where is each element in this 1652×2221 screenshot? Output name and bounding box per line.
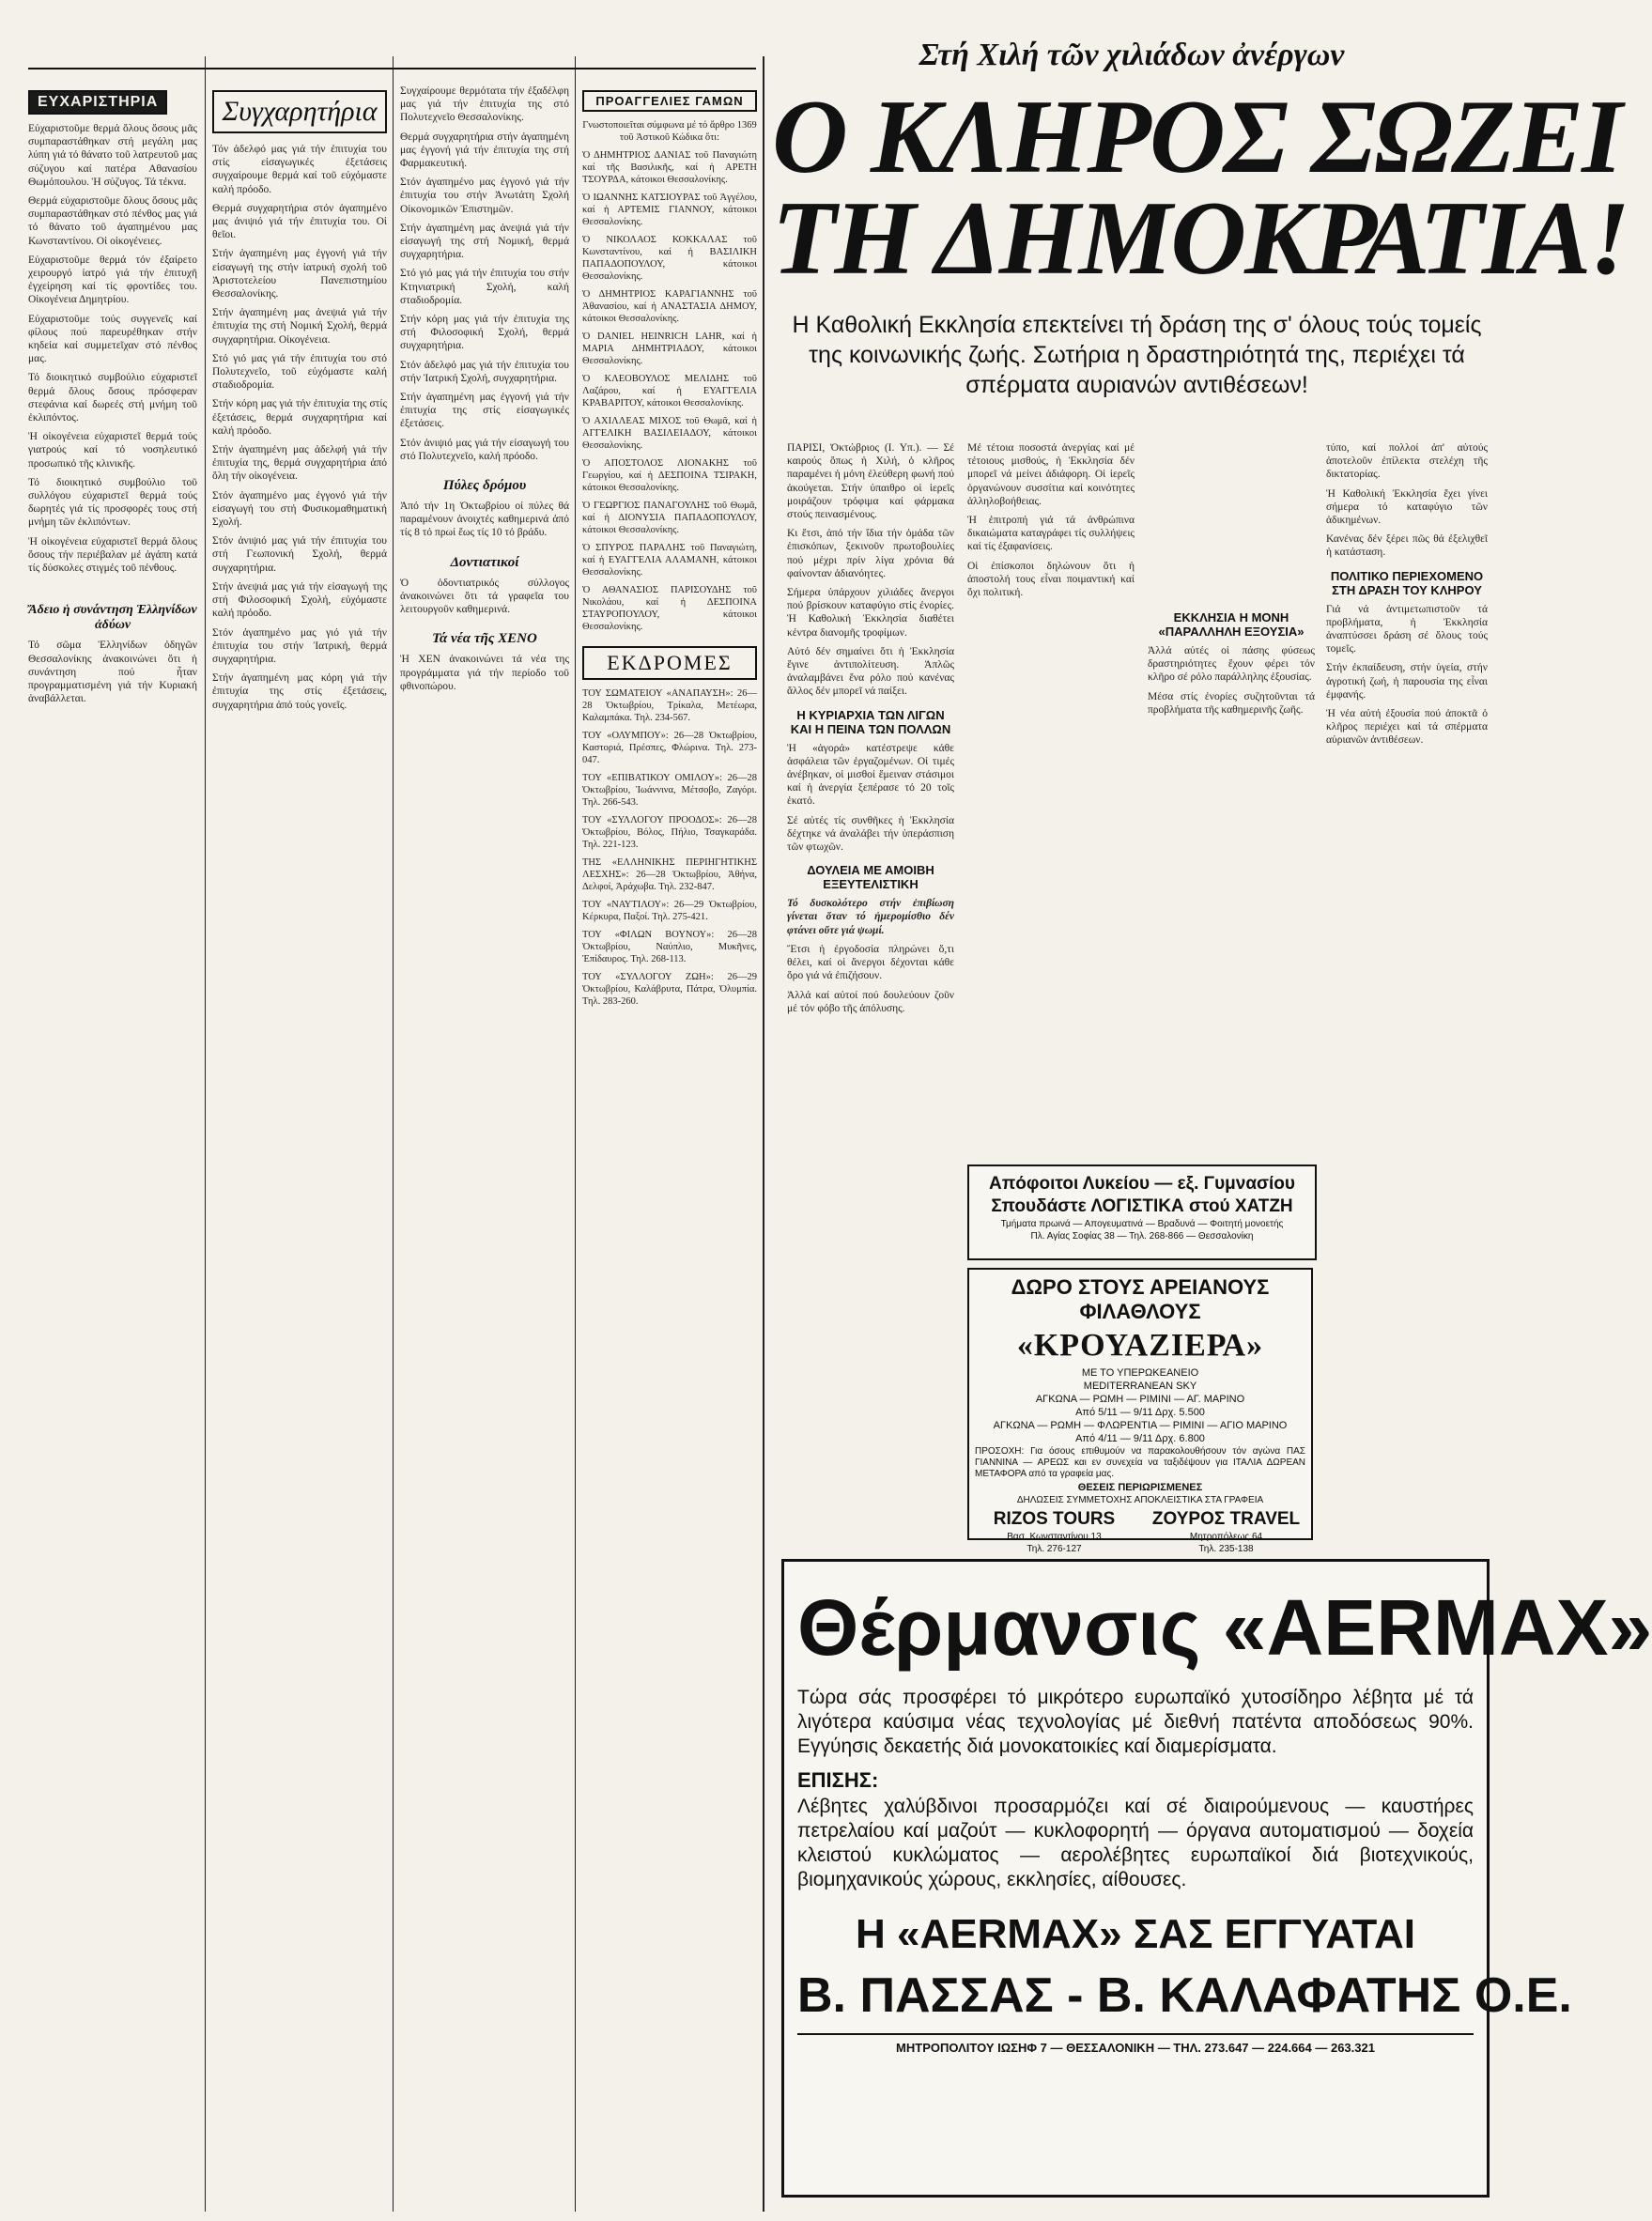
eucharistiria-list (28, 122, 197, 575)
pyles-text: Ἀπό τήν 1η Ὀκτωβρίου οἱ πύλες θά παραμένουν ἀνοιχτές καθημερινά ἀπό τίς 8 τό πρωί ἕως τίς 10 τό βράδυ. (400, 501, 569, 539)
eucharistiria-heading: ΕΥΧΑΡΙΣΤΗΡΙΑ (28, 90, 167, 115)
wedding-announcement: Ὁ ΑΧΙΛΛΕΑΣ ΜΙΧΟΣ τοῦ Θωμᾶ, καί ἡ ΑΓΓΕΛΙΚΗ ΒΑΣΙΛΕΙΑΔΟΥ, κάτοικοι Θεσσαλονίκης. (582, 416, 757, 451)
congratulations-item: Στήν ἀγαπημένη μας κόρη γιά τήν ἐπιτυχία της στίς ἐξετάσεις, συγχαρητήρια ἀπό τούς γονεῖς. (212, 672, 387, 711)
congratulations-column-2 (400, 85, 569, 2207)
lyceum-line2: Σπουδάστε ΛΟΓΙΣΤΙΚΑ στού ΧΑΤΖΗ (991, 1196, 1293, 1216)
excursions-heading: ΕΚΔΡΟΜΕΣ (582, 646, 757, 680)
cruise-ship1: ΜΕ ΤΟ ΥΠΕΡΩΚΕΑΝΕΙΟ (1081, 1367, 1199, 1379)
agency-rizos: RIZOS TOURS (993, 1509, 1116, 1529)
story-column-2 (967, 441, 1135, 779)
story-paragraph: Ἡ Καθολική Ἐκκλησία ἔχει γίνει σήμερα τό καταφύγιο τῶν ἀδικημένων. (1326, 487, 1488, 527)
main-kicker: Στή Χιλή τῶν χιλιάδων ἀνέργων (919, 38, 1345, 72)
lyceum-ad (967, 1164, 1317, 1260)
main-deck: Η Καθολική Εκκλησία επεκτείνει τή δράση της σ' όλους τούς τομείς της κοινωνικής ζωής. Σωτήρια η δραστηριότητά της, περιέχει τά σπέρματα αυριανών αντιθέσεων! (792, 312, 1482, 398)
congratulations-item: Στήν ἀγαπημένη μας ἐγγονή γιά τήν ἐπιτυχία της στίς εἰσαγωγικές ἐξετάσεις. (400, 392, 569, 430)
story-paragraph: Κανένας δέν ξέρει πῶς θά ἐξελιχθεῖ ἡ κατάσταση. (1326, 533, 1488, 559)
congratulations-item: Στόν ἀνιψιό μας γιά τήν εἰσαγωγή του στό Πολυτεχνεῖο, καλή πρόοδο. (400, 437, 569, 462)
agency-rizos-address: Βασ. Κωνσταντίνου 13 (1007, 1532, 1102, 1542)
eucharistiria-item: Εὐχαριστοῦμε θερμά τόν ἐξαίρετο χειρουργό ἰατρό γιά τήν ἐπιτυχῆ ἐγχείρηση καί τίς φροντίδες του. Οἰκογένεια Δημητρίου. (28, 254, 197, 306)
xeno-heading: Τά νέα τῆς ΧΕΝΟ (432, 631, 537, 647)
wedding-announcement: Ὁ ΙΩΑΝΝΗΣ ΚΑΤΣΙΟΥΡΑΣ τοῦ Ἀγγέλου, καί ἡ ΑΡΤΕΜΙΣ ΓΙΑΝΝΟΥ, κάτοικοι Θεσσαλονίκης. (582, 193, 757, 227)
congratulations-item: Στό γιό μας γιά τήν ἐπιτυχία του στήν Κτηνιατρική Σχολή, καλή σταδιοδρομία. (400, 268, 569, 306)
adieu-text: Τό σῶμα Ἑλληνίδων ὁδηγῶν Θεσσαλονίκης ἀνακοινώνει ὅτι ἡ συνάντηση πού ἦταν προγραμματισμένη γιά τήν Κυριακή ἀναβάλλεται. (28, 640, 197, 705)
aermax-address: ΜΗΤΡΟΠΟΛΙΤΟΥ ΙΩΣΗΦ 7 — ΘΕΣΣΑΛΟΝΙΚΗ — ΤΗΛ. 273.647 — 224.664 — 263.321 (797, 2033, 1474, 2055)
story-paragraph: Σήμερα ὑπάρχουν χιλιάδες ἄνεργοι πού βρίσκουν καταφύγιο στίς ἐνορίες. Ἡ Καθολική Ἐκκλησία διαθέτει κέντρα διανομῆς τροφίμων. (787, 587, 954, 639)
cruise-ship2: MEDITERRANEAN SKY (1083, 1380, 1197, 1392)
eucharistiria-item: Τό διοικητικό συμβούλιο εὐχαριστεῖ θερμά ὅλους ὅσους πρόσφεραν στεφάνια καί δωρεές στή μνήμη τοῦ ἐκλιπόντος. (28, 372, 197, 424)
story-paragraph: Οἱ ἐπίσκοποι δηλώνουν ὅτι ἡ ἀποστολή τους εἶναι ποιμαντική καί ὄχι πολιτική. (967, 560, 1135, 599)
lyceum-line3: Τμήματα πρωινά — Απογευματινά — Βραδυνά — Φοιτητή μονοετής (1000, 1219, 1284, 1229)
excursion-item: ΤΗΣ «ΕΛΛΗΝΙΚΗΣ ΠΕΡΙΗΓΗΤΙΚΗΣ ΛΕΣΧΗΣ»: 26—28 Ὀκτωβρίου, Ἀθήνα, Δελφοί, Ἀράχωβα. Τηλ. 232-847. (582, 857, 757, 892)
excursion-item: ΤΟΥ «ΣΥΛΛΟΓΟΥ ΠΡΟΟΔΟΣ»: 26—28 Ὀκτωβρίου, Βόλος, Πήλιο, Τσαγκαράδα. Τηλ. 221-123. (582, 815, 757, 850)
cruise-title: «ΚΡΟΥΑΖΙΕΡΑ» (1016, 1328, 1264, 1363)
eucharistiria-item: Εὐχαριστοῦμε τούς συγγενεῖς καί φίλους πού παρευρέθηκαν στήν κηδεία καί συμμετεῖχαν στό πένθος μας. (28, 313, 197, 365)
excursion-item: ΤΟΥ ΣΩΜΑΤΕΙΟΥ «ΑΝΑΠΑΥΣΗ»: 26—28 Ὀκτωβρίου, Τρίκαλα, Μετέωρα, Καλαμπάκα. Τηλ. 234-567. (582, 688, 757, 723)
story-paragraph: Στήν ἐκπαίδευση, στήν ὑγεία, στήν ἀγροτική ζωή, ἡ παρουσία της εἶναι ἐμφανής. (1326, 662, 1488, 701)
excursion-item: ΤΟΥ «ΕΠΙΒΑΤΙΚΟΥ ΟΜΙΛΟΥ»: 26—28 Ὀκτωβρίου, Ἰωάννινα, Μέτσοβο, Ζαγόρι. Τηλ. 266-543. (582, 773, 757, 808)
congratulations-item: Στόν ἀδελφό μας γιά τήν ἐπιτυχία του στήν Ἰατρική Σχολή, συγχαρητήρια. (400, 359, 569, 384)
eucharistiria-item: Θερμά εὐχαριστοῦμε ὅλους ὅσους μᾶς συμπαραστάθηκαν στό πένθος μας γιά τό θάνατο τοῦ ἀγαπημένου μας Κωνσταντίνου. Οἱ οἰκογένειες. (28, 195, 197, 247)
story-paragraph: Ἀλλά καί αὐτοί πού δουλεύουν ζοῦν μέ τόν φόβο τῆς ἀπόλυσης. (787, 989, 954, 1014)
story-column-1 (787, 441, 954, 1268)
subhead-douleia: ΔΟΥΛΕΙΑ ΜΕ ΑΜΟΙΒΗ ΕΞΕΥΤΕΛΙΣΤΙΚΗ (807, 863, 934, 892)
wedding-announcement: Ὁ ΣΠΥΡΟΣ ΠΑΡΑΛΗΣ τοῦ Παναγιώτη, καί ἡ ΕΥΑΓΓΕΛΙΑ ΑΛΑΜΑΝΗ, κάτοικοι Θεσσαλονίκης. (582, 543, 757, 578)
story-paragraph: Ἡ νέα αὐτή ἐξουσία πού ἀποκτᾶ ὁ κλῆρος περιέχει καί τά σπέρματα αὐριανῶν ἀντιθέσεων. (1326, 708, 1488, 747)
congratulations-list-2 (400, 85, 569, 463)
congratulations-item: Στήν κόρη μας γιά τήν ἐπιτυχία της στίς ἐξετάσεις, θερμά συγχαρητήρια καί καλή πρόοδο. (212, 398, 387, 437)
story-column-2b (1148, 441, 1315, 779)
subhead-ekklisia: ΕΚΚΛΗΣΙΑ Η ΜΟΝΗ «ΠΑΡΑΛΛΗΛΗ ΕΞΟΥΣΙΑ» (1158, 610, 1305, 639)
story-paragraph: Σέ αὐτές τίς συνθῆκες ἡ Ἐκκλησία δέχτηκε νά ἀναλάβει τήν ὑπεράσπιση τῶν φτωχῶν. (787, 814, 954, 854)
aermax-company: Β. ΠΑΣΣΑΣ - Β. ΚΑΛΑΦΑΤΗΣ Ο.Ε. (797, 1968, 1572, 2023)
dentists-text: Ὁ ὀδοντιατρικός σύλλογος ἀνακοινώνει ὅτι τά γραφεῖα του λειτουργοῦν καθημερινά. (400, 577, 569, 616)
excursions-list (582, 687, 757, 1008)
agency-zouros-tel: Τηλ. 235-138 (1198, 1544, 1254, 1554)
agency-rizos-tel: Τηλ. 276-127 (1027, 1544, 1082, 1554)
cruise-gift: ΔΩΡΟ ΣΤΟΥΣ ΑΡΕΙΑΝΟΥΣ ΦΙΛΑΘΛΟΥΣ (1011, 1275, 1270, 1323)
congratulations-item: Στόν ἀγαπημένο μας ἐγγονό γιά τήν εἰσαγωγή του στή Φυσικομαθηματική Σχολή. (212, 489, 387, 529)
subhead-politiko: ΠΟΛΙΤΙΚΟ ΠΕΡΙΕΧΟΜΕΝΟ ΣΤΗ ΔΡΑΣΗ ΤΟΥ ΚΛΗΡΟΥ (1330, 568, 1484, 597)
story-paragraph: Ἡ ἐπιτροπή γιά τά ἀνθρώπινα δικαιώματα καταγράφει τίς συλλήψεις καί τίς ἐξαφανίσεις. (967, 515, 1135, 553)
congratulations-item: Στόν ἀγαπημένο μας γιό γιά τήν ἐπιτυχία του στήν Ἰατρική, θερμά συγχαρητήρια. (212, 626, 387, 665)
column-divider (393, 56, 394, 2212)
story-paragraph: Ἀλλά αὐτές οἱ πάσης φύσεως δραστηριότητες ἔχουν φέρει τόν κλῆρο σέ ρόλο παράλληλης ἐξουσίας. (1148, 645, 1315, 684)
wedding-announcement: Ὁ DANIEL HEINRICH LAHR, καί ἡ ΜΑΡΙΑ ΔΗΜΗΤΡΙΑΔΟΥ, κάτοικοι Θεσσαλονίκης. (582, 332, 757, 366)
story-column-3 (1326, 441, 1488, 1268)
weddings-list (582, 149, 757, 633)
cruise-declarations: ΔΗΛΩΣΕΙΣ ΣΥΜΜΕΤΟΧΗΣ ΑΠΟΚΛΕΙΣΤΙΚΑ ΣΤΑ ΓΡΑΦΕΙΑ (1016, 1495, 1264, 1505)
congratulations-item: Στό γιό μας γιά τήν ἐπιτυχία του στό Πολυτεχνεῖο, τοῦ εὐχόμαστε καλή σταδιοδρομία. (212, 352, 387, 392)
weddings-column (582, 85, 757, 2207)
wedding-announcement: Ὁ ΚΛΕΟΒΟΥΛΟΣ ΜΕΛΙΔΗΣ τοῦ Λαζάρου, καί ἡ ΕΥΑΓΓΕΛΙΑ ΚΡΑΒΑΡΙΤΟΥ, κάτοικοι Θεσσαλονίκης. (582, 374, 757, 409)
cruise-agencies (975, 1507, 1305, 1556)
subhead-kyriarchia: Η ΚΥΡΙΑΡΧΙΑ ΤΩΝ ΛΙΓΩΝ ΚΑΙ Η ΠΕΙΝΑ ΤΩΝ ΠΟΛΛΩΝ (790, 707, 951, 736)
lyceum-line1: Απόφοιτοι Λυκείου — εξ. Γυμνασίου (989, 1174, 1295, 1194)
agency-zouros-address: Μητροπόλεως 64 (1189, 1532, 1263, 1542)
cruise-route1: ΑΓΚΩΝΑ — ΡΩΜΗ — ΡΙΜΙΝΙ — ΑΓ. ΜΑΡΙΝΟ (1035, 1394, 1245, 1405)
eucharistiria-item: Εὐχαριστοῦμε θερμά ὅλους ὅσους μᾶς συμπαραστάθηκαν στή μεγάλη μας λύπη γιά τό θάνατο τοῦ λατρευτοῦ μας σύζυγου καί πατέρα Αθανασίου Θωμόπουλου. Ἡ σύζυγος. Τά τέκνα. (28, 123, 197, 188)
adieu-heading: Ἄδειο ἡ συνάντηση Ἑλληνίδων ἀδύων (28, 603, 197, 633)
excursion-item: ΤΟΥ «ΦΙΛΩΝ ΒΟΥΝΟΥ»: 26—28 Ὀκτωβρίου, Ναύπλιο, Μυκῆνες, Ἐπίδαυρος. Τηλ. 268-113. (582, 930, 757, 964)
wedding-announcement: Ὁ ΔΗΜΗΤΡΙΟΣ ΔΑΝΙΑΣ τοῦ Παναγιώτη καί τῆς Βασιλικῆς, καί ἡ ΑΡΕΤΗ ΤΣΟΥΡΔΑ, κάτοικοι Θεσσαλονίκης. (582, 150, 757, 185)
lyceum-line4: Πλ. Αγίας Σοφίας 38 — Τηλ. 268-866 — Θεσσαλονίκη (1030, 1231, 1254, 1242)
congratulations-item: Συγχαίρουμε θερμότατα τήν ἐξαδέλφη μας γιά τήν ἐπιτυχία της στό Πολυτεχνεῖο Θεσσαλονίκης. (400, 85, 569, 124)
dentists-heading: Δοντιατικοί (450, 554, 519, 570)
weddings-heading: ΠΡΟΑΓΓΕΛΙΕΣ ΓΑΜΩΝ (582, 90, 757, 112)
story-paragraph: Κι ἔτσι, ἀπό τήν ἴδια τήν ὁμάδα τῶν ἐπισκόπων, ξεκινοῦν πρωτοβουλίες πού μέχρι πρίν λίγα χρόνια θά φαίνονταν ἀδιανόητες. (787, 528, 954, 579)
cruise-limited: ΘΕΣΕΙΣ ΠΕΡΙΩΡΙΣΜΕΝΕΣ (1077, 1482, 1203, 1493)
column-divider (763, 56, 764, 2212)
story-paragraph: Αὐτό δέν σημαίνει ὅτι ἡ Ἐκκλησία ἔγινε ἀντιπολίτευση. Ἁπλῶς ἀναλαμβάνει ἕνα ρόλο πού κανένας ἄλλος δέν μπορεῖ νά παίξει. (787, 645, 954, 698)
cruise-note: ΠΡΟΣΟΧΗ: Για όσους επιθυμούν να παρακολουθήσουν τόν αγώνα ΠΑΣ ΓΙΑΝΝΙΝΑ — ΑΡΕΩΣ και εν συνεχεία να ταξιδέψουν για ΙΤΑΛΙΑ ΔΩΡΕΑΝ ΜΕΤΑΦΟΡΑ από τα γραφεία μας. (975, 1446, 1305, 1479)
excursion-item: ΤΟΥ «ΣΥΛΛΟΓΟΥ ΖΩΗ»: 26—29 Ὀκτωβρίου, Καλάβρυτα, Πάτρα, Ὀλυμπία. Τηλ. 283-260. (582, 972, 757, 1007)
column-divider (575, 56, 576, 2212)
congratulations-item: Στήν ἀγαπημένη μας ἀνεψιά γιά τήν εἰσαγωγή της στή Νομική, θερμά συγχαρητήρια. (400, 222, 569, 261)
column-divider (205, 56, 206, 2212)
eucharistiria-item: Ἡ οἰκογένεια εὐχαριστεῖ θερμά ὅλους ὅσους τήν περιέβαλαν μέ ἀγάπη κατά τίς δύσκολες στιγμές τοῦ πένθους. (28, 535, 197, 575)
story-paragraph: ΠΑΡΙΣΙ, Ὀκτώβριος (Ι. Υπ.). — Σέ καιρούς ὅπως ἡ Χιλή, ὁ κλῆρος παραμένει ἡ μόνη ἐλεύθερη φωνή πού ἀκούγεται. Στήν ὑπαιθρο οἱ ἱερεῖς μοιράζουν τρόφιμα καί φάρμακα στούς πεινασμένους. (787, 442, 954, 521)
congratulations-item: Στήν ἀγαπημένη μας ἐγγονή γιά τήν εἰσαγωγή της στήν ἰατρική σχολή τοῦ Ἀριστοτελείου Πανεπιστημίου Θεσσαλονίκης. (212, 248, 387, 301)
story-paragraph: Ἔτσι ἡ ἐργοδοσία πληρώνει ὅ,τι θέλει, καί οἱ ἄνεργοι δέχονται κάθε ὅρο γιά νά ἐπιζήσουν. (787, 943, 954, 982)
congratulations-list (212, 143, 387, 712)
congratulations-column (212, 85, 387, 2207)
aermax-title: Θέρμανσις «AERMAX» (797, 1583, 1652, 1672)
eucharistiria-item: Τό διοικητικό συμβούλιο τοῦ συλλόγου εὐχαριστεῖ θερμά τούς δωρητές γιά τίς προσφορές τους στή μνήμη τῶν ἐκλιπόντων. (28, 476, 197, 529)
story-paragraph: Ἡ «ἀγορά» κατέστρεψε κάθε ἀσφάλεια τῶν ἐργαζομένων. Οἱ τιμές ἀνέβηκαν, οἱ μισθοί ἔμειναν στάσιμοι καί ἡ ἀνεργία ξεπέρασε τό 20 τοῖς ἑκατό. (787, 742, 954, 808)
cruise-route2: ΑΓΚΩΝΑ — ΡΩΜΗ — ΦΛΩΡΕΝΤΙΑ — ΡΙΜΙΝΙ — ΑΓΙΟ ΜΑΡΙΝΟ (993, 1420, 1288, 1431)
aermax-guarantee: Η «AERMAX» ΣΑΣ ΕΓΓΥΑΤΑΙ (856, 1911, 1415, 1957)
congratulations-item: Στόν ἀγαπημένο μας ἐγγονό γιά τήν ἐπιτυχία του στήν Ἀνωτάτη Σχολή Οἰκονομικῶν Ἐπιστημῶν. (400, 177, 569, 215)
xeno-text: Ἡ ΧΕΝ ἀνακοινώνει τά νέα της προγράμματα γιά τήν περίοδο τοῦ φθινοπώρου. (400, 654, 569, 692)
eucharistiria-column (28, 85, 197, 2207)
eucharistiria-item: Ἡ οἰκογένεια εὐχαριστεῖ θερμά τούς γιατρούς καί τό νοσηλευτικό προσωπικό τῆς κλινικῆς. (28, 431, 197, 470)
congratulations-item: Θερμά συγχαρητήρια στήν ἀγαπημένη μας ἐγγονή γιά τήν ἐπιτυχία της στή Φαρμακευτική. (400, 131, 569, 170)
pyles-heading: Πύλες δρόμου (442, 478, 527, 494)
congratulations-item: Στόν ἀνιψιό μας γιά τήν ἐπιτυχία του στή Γεωπονική Σχολή, θερμά συγχαρητήρια. (212, 535, 387, 574)
excursion-item: ΤΟΥ «ΟΛΥΜΠΟΥ»: 26—28 Ὀκτωβρίου, Καστοριά, Πρέσπες, Φλώρινα. Τηλ. 273-047. (582, 731, 757, 765)
story-paragraph: τύπο, καί πολλοί ἀπ' αὐτούς ἀποτελοῦν ἐπίλεκτα στελέχη τῆς δικτατορίας. (1326, 442, 1488, 481)
main-headline-line2: ΤΗ ΔΗΜΟΚΡΑΤΙΑ! (772, 180, 1629, 297)
congratulations-item: Θερμά συγχαρητήρια στόν ἀγαπημένο μας ἀνιψιό γιά τήν ἐπιτυχία του. Οἱ θεῖοι. (212, 202, 387, 241)
wedding-announcement: Ὁ ΑΠΟΣΤΟΛΟΣ ΛΙΟΝΑΚΗΣ τοῦ Γεωργίου, καί ἡ ΔΕΣΠΟΙΝΑ ΤΣΙΡΑΚΗ, κάτοικοι Θεσσαλονίκης. (582, 458, 757, 493)
aermax-ad (781, 1559, 1652, 2198)
cruise-ad (967, 1268, 1313, 1554)
excursion-item: ΤΟΥ «ΝΑΥΤΙΛΟΥ»: 26—29 Ὀκτωβρίου, Κέρκυρα, Παξοί. Τηλ. 275-421. (582, 900, 757, 922)
story-paragraph: Μέ τέτοια ποσοστά ἀνεργίας καί μέ τέτοιους μισθούς, ἡ Ἐκκλησία δέν μπορεῖ νά μείνει ἀδιάφορη. Οἱ ἱερεῖς ὀργανώνουν συσσίτια καί κοινότητες ἀλληλοβοήθειας. (967, 442, 1135, 507)
cruise-dates1: Από 5/11 — 9/11 Δρχ. 5.500 (1075, 1407, 1205, 1418)
story-paragraph: Μέσα στίς ἐνορίες συζητοῦνται τά προβλήματα τῆς καθημερινῆς ζωῆς. (1148, 690, 1315, 716)
douleia-quote: Τό δυσκολότερο στήν ἐπιβίωση γίνεται ὅταν τό ἡμερομίσθιο δέν φτάνει οὔτε γιά ψωμί. (787, 898, 954, 936)
wedding-announcement: Ὁ ΑΘΑΝΑΣΙΟΣ ΠΑΡΙΣΟΥΔΗΣ τοῦ Νικολάου, καί ἡ ΔΕΣΠΟΙΝΑ ΣΤΑΥΡΟΠΟΥΛΟΥ, κάτοικοι Θεσσαλονίκης. (582, 585, 757, 632)
congratulations-item: Στήν κόρη μας γιά τήν ἐπιτυχία της στή Φιλοσοφική Σχολή, θερμά συγχαρητήρια. (400, 314, 569, 352)
wedding-announcement: Ὁ ΝΙΚΟΛΑΟΣ ΚΟΚΚΑΛΑΣ τοῦ Κωνσταντίνου, καί ἡ ΒΑΣΙΛΙΚΗ ΠΑΠΑΔΟΠΟΥΛΟΥ, κάτοικοι Θεσσαλονίκης. (582, 235, 757, 282)
aermax-intro: Τώρα σάς προσφέρει τό μικρότερο ευρωπαϊκό χυτοσίδηρο λέβητα μέ τά λιγότερα καύσιμα νέας τεχνολογίας μέ διεθνή πατέντα αποδόσεως 90%. Εγγύησις δεκαετής διά μονοκατοικίες καί διαμερίσματα. (797, 1687, 1474, 1757)
aermax-episis: ΕΠΙΣΗΣ: (797, 1768, 879, 1792)
main-headline-line1: Ο ΚΛΗΡΟΣ ΣΩΖΕΙ (772, 79, 1621, 195)
story-paragraph: Γιά νά ἀντιμετωπιστοῦν τά προβλήματα, ἡ Ἐκκλησία ἀναπτύσσει δράση σέ ὅλους τούς τομεῖς. (1326, 603, 1488, 656)
wedding-announcement: Ὁ ΓΕΩΡΓΙΟΣ ΠΑΝΑΓΟΥΛΗΣ τοῦ Θωμᾶ, καί ἡ ΔΙΟΝΥΣΙΑ ΠΑΠΑΔΟΠΟΥΛΟΥ, κάτοικοι Θεσσαλονίκης. (582, 501, 757, 535)
congratulations-item: Στήν ἀγαπημένη μας ἀδελφή γιά τήν ἐπιτυχία της, θερμά συγχαρητήρια ἀπό ὅλη τήν οἰκογένεια. (212, 444, 387, 483)
agency-zouros: ΖΟΥΡΟΣ TRAVEL (1151, 1509, 1301, 1529)
congratulations-item: Στήν ἀγαπημένη μας ἀνεψιά γιά τήν ἐπιτυχία της στή Νομική Σχολή, θερμά συγχαρητήρια. Οἰκογένεια. (212, 307, 387, 346)
cruise-dates2: Από 4/11 — 9/11 Δρχ. 6.800 (1075, 1433, 1205, 1444)
congratulations-item: Τόν ἀδελφό μας γιά τήν ἐπιτυχία του στίς εἰσαγωγικές ἐξετάσεις συγχαίρουμε θερμά καί τοῦ εὐχόμαστε καλή πρόοδο. (212, 144, 387, 195)
congratulations-heading: Συγχαρητήρια (212, 90, 387, 133)
congratulations-item: Στήν ἀνεψιά μας γιά τήν εἰσαγωγή της στή Φιλοσοφική Σχολή, εὐχόμαστε καλή πρόοδο. (212, 580, 387, 620)
aermax-products: Λέβητες χαλύβδινοι προσαρμόζει καί σέ διαιρούμενους — καυστήρες πετρελαίου καί μαζούτ — κυκλοφορητή — όργανα αυτοματισμού — δοχεία κλειστού κυκλώματος — αερολέβητες ευρωπαϊκοί διά βιοτεχνικούς, βιομηχανικούς χώρους, εκκλησίες, αίθουσες. (797, 1796, 1474, 1890)
wedding-announcement: Ὁ ΔΗΜΗΤΡΙΟΣ ΚΑΡΑΓΙΑΝΝΗΣ τοῦ Ἀθανασίου, καί ἡ ΑΝΑΣΤΑΣΙΑ ΔΗΜΟΥ, κάτοικοι Θεσσαλονίκης. (582, 289, 757, 324)
weddings-intro: Γνωστοποιεῖται σύμφωνα μέ τό ἄρθρο 1369 τοῦ Ἀστικοῦ Κώδικα ὅτι: (582, 120, 757, 143)
